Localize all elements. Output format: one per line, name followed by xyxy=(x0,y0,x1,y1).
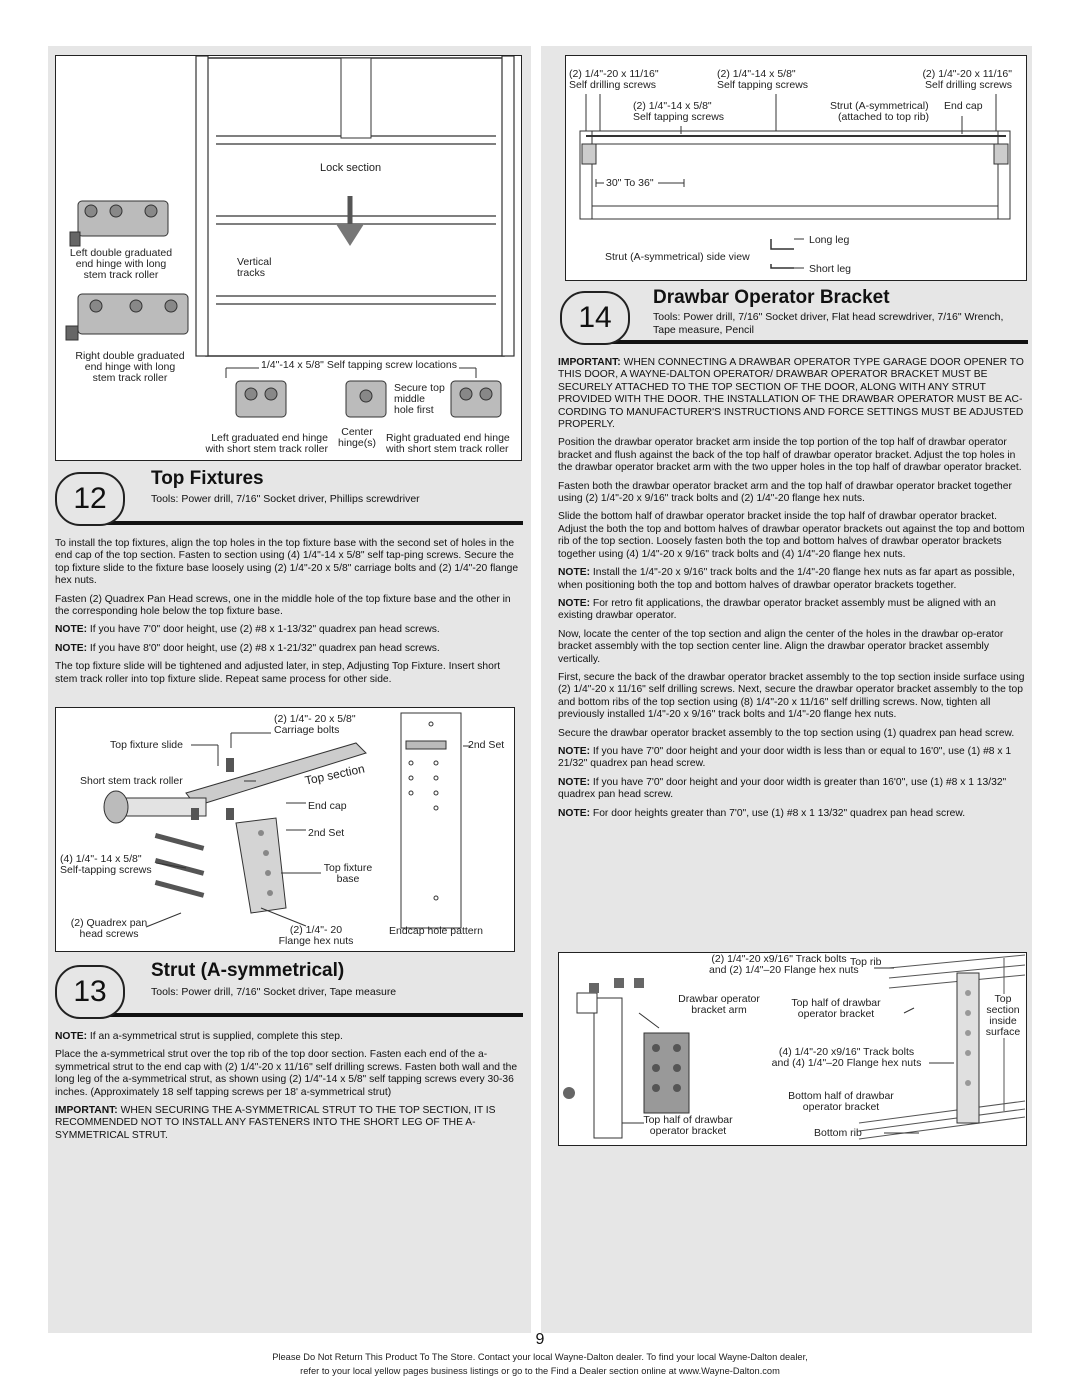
step-12-number: 12 xyxy=(55,472,125,526)
self-tapping-line-1: (4) 1/4"- 14 x 5/8" xyxy=(60,853,142,865)
vertical-tracks-line-1: Vertical xyxy=(237,256,272,268)
step-12-title: Top Fixtures xyxy=(151,468,264,489)
flange-hex-nuts-label xyxy=(274,925,358,947)
screw-locations-label: 1/4"-14 x 5/8" Self tapping screw locations xyxy=(261,359,457,371)
strut-label-1-line-1: (2) 1/4"-20 x 11/16" xyxy=(569,68,659,80)
top-half-bracket-b-line-2: operator bracket xyxy=(649,1125,727,1137)
note-label: NOTE: xyxy=(558,597,591,609)
step-14-note-4 xyxy=(558,777,1025,802)
note-text: For retro fit applications, the drawbar operator bracket assembly must be aligned with an existing drawbar operator. xyxy=(558,597,996,622)
secure-top-line-2: middle xyxy=(394,393,425,405)
top-section-line-4: surface xyxy=(985,1026,1021,1038)
step-14-paragraph-1: Position the drawbar operator bracket arm inside the top portion of the top half of drawbar operator bracket and flush against the back of the top half of drawbar operator bracket. Adjust the top holes in the drawbar operator bracket arm with the two upper holes in the top half of drawbar operator bracket. xyxy=(558,437,1022,474)
right-double-hinge-line-3: stem track roller xyxy=(92,372,168,384)
side-view-label: Strut (A-symmetrical) side view xyxy=(605,251,750,263)
step-14-paragraph-2: Fasten both the drawbar operator bracket arm and the top half of drawbar operator bracket together using (2) 1/4"-20 x 9/16" track bolts and (2) 1/4"-20 flange hex nuts. xyxy=(558,480,1012,505)
left-double-hinge-line-1: Left double graduated xyxy=(69,247,173,259)
important-text: WHEN SECURING THE A-SYMMETRICAL STRUT TO THE TOP SECTION, IT IS RECOMMENDED NOT TO INSTALL ANY FASTENERS INTO THE SHORT LEG OF THE A-SYMMETRICAL STRUT. xyxy=(55,1105,496,1141)
top-fixture-slide-label: Top fixture slide xyxy=(110,739,183,751)
step-13-number: 13 xyxy=(55,965,125,1019)
important-text: WHEN CONNECTING A DRAWBAR OPERATOR TYPE GARAGE DOOR OPENER TO THIS DOOR, A WAYNE-DALTON OPERATOR/ DRAWBAR OPERATOR BRACKET MUST BE SECURELY ATTACHED TO THE TOP SECTION OF THE DOOR, ALONG WITH ANY STRUT PROVIDED WITH THE DOOR. THE INSTALLATION OF THE DRAWBAR OPERATOR MUST BE AC-CORDING TO MANUFACTURER'S INSTRUCTIONS AND FORCE SETTINGS MUST BE ADJUSTED PROPERLY. xyxy=(558,357,1024,431)
fixture-base-line-2: base xyxy=(336,873,360,885)
strut-label-2-line-2: Self tapping screws xyxy=(717,79,809,91)
end-cap-label: End cap xyxy=(944,100,983,112)
short-stem-roller-label: Short stem track roller xyxy=(80,775,183,787)
track-bolts-four-line-2: and (4) 1/4"–20 Flange hex nuts xyxy=(771,1057,922,1069)
strut-label-4-line-2: Self tapping screws xyxy=(633,111,725,123)
top-half-bracket-line-2: operator bracket xyxy=(797,1008,875,1020)
right-double-hinge-label xyxy=(66,351,194,384)
vertical-tracks-label xyxy=(237,257,271,279)
top-half-bracket-line-1: Top half of drawbar xyxy=(791,997,881,1009)
left-double-hinge-line-2: end hinge with long xyxy=(75,258,167,270)
end-cap-label: End cap xyxy=(308,800,347,812)
right-double-hinge-line-2: end hinge with long xyxy=(84,361,176,373)
note-label: NOTE: xyxy=(55,1031,88,1042)
top-section-line-1: Top xyxy=(994,993,1012,1005)
step-13-rule xyxy=(93,1013,523,1017)
step-14-number: 14 xyxy=(560,291,630,345)
right-graduated-line-2: with short stem track roller xyxy=(386,443,509,455)
drawbar-bracket-figure xyxy=(558,952,1027,1146)
note-text: If an a-symmetrical strut is supplied, complete this step. xyxy=(87,1031,343,1042)
note-label: NOTE: xyxy=(55,624,88,636)
vertical-tracks-line-2: tracks xyxy=(237,267,266,279)
step-14-note-5 xyxy=(558,808,1025,820)
strut-asym-line-2: (attached to top rib) xyxy=(838,111,930,123)
second-set-label-b: 2nd Set xyxy=(308,827,345,839)
step-12-rule xyxy=(93,521,523,525)
left-graduated-line-2: with short stem track roller xyxy=(205,443,328,455)
strut-label-3 xyxy=(896,69,1012,91)
hinges-figure xyxy=(55,55,522,461)
note-text: For door heights greater than 7'0", use (1) #8 x 1 13/32" quadrex pan head screw. xyxy=(590,807,966,819)
step-14-paragraph-5: First, secure the back of the drawbar operator bracket assembly to the top section inside surface using (2) 1/4"-20 x 11/16" self drilling screws. Next, secure the drawbar operator bracket assembly to the top and bottom ribs of the top section using (8) 1/4"-20 x 11/16" self drilling screws. Now, tighten all previously installed 1/4"-20 x 9/16" track bolts and 1/4"-20 flange hex nuts. xyxy=(558,671,1025,721)
top-section-inside-label xyxy=(981,994,1025,1038)
step-14-title: Drawbar Operator Bracket xyxy=(653,287,890,308)
step-14-note-2 xyxy=(558,598,1025,623)
strut-asym-line-1: Strut (A-symmetrical) xyxy=(830,100,929,112)
step-13-title: Strut (A-symmetrical) xyxy=(151,960,345,981)
note-label: NOTE: xyxy=(55,642,88,654)
top-rib-label: Top rib xyxy=(850,956,882,968)
footer xyxy=(0,1350,1080,1378)
lock-section-label: Lock section xyxy=(320,162,382,174)
important-label: IMPORTANT: xyxy=(55,1105,118,1117)
step-13-important xyxy=(55,1105,520,1142)
top-fixture-figure xyxy=(55,707,515,952)
note-text: If you have 7'0" door height and your door width is less than or equal to 16'0", use (1) #8 x 1 21/32" quadrex pan head screw. xyxy=(558,745,1012,770)
step-14-body xyxy=(558,357,1025,826)
note-text: If you have 7'0" door height and your door width is greater than 16'0", use (1) #8 x 1 13/32" quadrex pan head screw. xyxy=(558,776,1007,801)
center-hinges-line-2: hinge(s) xyxy=(338,437,376,449)
step-14-paragraph-6: Secure the drawbar operator bracket assembly to the top section using (1) quadrex pan head screw. xyxy=(558,727,1015,739)
bottom-half-bracket-line-2: operator bracket xyxy=(802,1101,880,1113)
bracket-arm-line-1: Drawbar operator xyxy=(678,993,760,1005)
note-text: Install the 1/4"-20 x 9/16" track bolts and the 1/4"-20 flange hex nuts as far apart as possible, when positioning both the top and bottom halves of drawbar operator brackets together. xyxy=(558,567,1015,591)
note-text: If you have 8'0" door height, use (2) #8 x 1-21/32" quadrex pan head screws. xyxy=(87,642,440,654)
top-section-line-2: section xyxy=(986,1004,1020,1016)
top-half-bracket-b-line-1: Top half of drawbar xyxy=(643,1114,733,1126)
track-bolts-two-line-1: (2) 1/4"-20 x9/16" Track bolts xyxy=(711,953,847,965)
note-label: NOTE: xyxy=(558,745,591,757)
step-12-paragraph-3: The top fixture slide will be tightened and adjusted later, in step, Adjusting Top Fixture. Insert short stem track roller into top fixture slide. Repeat same process for other side. xyxy=(55,661,501,685)
bracket-arm-label xyxy=(669,994,769,1016)
step-12-tools: Tools: Power drill, 7/16" Socket driver, Phillips screwdriver xyxy=(151,493,420,505)
step-12-note-1 xyxy=(55,624,520,636)
second-set-label-a: 2nd Set xyxy=(468,739,505,751)
step-12-note-2 xyxy=(55,643,520,655)
right-double-hinge-line-1: Right double graduated xyxy=(75,350,185,362)
step-14-important xyxy=(558,357,1025,431)
footer-line-2: refer to your local yellow pages business listings or go to the Find a Dealer section online at www.Wayne-Dalton.com xyxy=(300,1366,780,1376)
secure-top-line-3: hole first xyxy=(394,404,434,416)
step-14-paragraph-3: Slide the bottom half of drawbar operator bracket inside the top half of drawbar operator bracket. Adjust the both the top and bottom halves of drawbar operator brackets out against the top and bottom rib of the top section. Loosely fasten both the top and bottom halves of drawbar operator brackets together using (4) 1/4"-20 x 9/16" track bolts and (4) 1/4"-20 flange hex nuts. xyxy=(558,511,1025,560)
quadrex-screws-label xyxy=(64,918,154,940)
endcap-hole-pattern-label: Endcap hole pattern xyxy=(389,925,483,937)
strut-label-3-line-1: (2) 1/4"-20 x 11/16" xyxy=(922,68,1012,80)
track-bolts-four-label xyxy=(759,1047,934,1069)
strut-figure xyxy=(565,55,1027,281)
step-13-body xyxy=(55,1031,520,1148)
step-14-rule xyxy=(598,340,1028,344)
carriage-bolts-label xyxy=(274,714,356,736)
self-tapping-line-2: Self-tapping screws xyxy=(60,864,152,876)
step-14-note-3 xyxy=(558,746,1025,771)
center-hinges-label xyxy=(332,427,382,449)
bottom-rib-label: Bottom rib xyxy=(814,1127,862,1139)
step-13-header xyxy=(55,957,525,1027)
secure-top-line-1: Secure top xyxy=(394,382,445,394)
step-12-body xyxy=(55,538,520,692)
right-graduated-hinge-label xyxy=(386,433,510,455)
step-12-paragraph-1: To install the top fixtures, align the top holes in the top fixture base with the second set of holes in the end cap of the top section. Fasten to section using (4) 1/4"-14 x 5/8" self tap-ping screws. Secure the top fixture slide to the fixture base loosely using (2) 1/4"-20 x 5/8" carriage bolts and (2) 1/4"-20 flange hex nuts. xyxy=(55,538,519,587)
note-label: NOTE: xyxy=(558,567,591,579)
page-number: 9 xyxy=(535,1331,545,1348)
track-bolts-two-label xyxy=(709,953,859,976)
left-double-hinge-line-3: stem track roller xyxy=(83,269,159,281)
quadrex-line-1: (2) Quadrex pan xyxy=(70,917,148,929)
carriage-bolts-line-2: Carriage bolts xyxy=(274,724,340,736)
step-12-header xyxy=(55,465,525,535)
top-fixture-base-label xyxy=(318,863,378,885)
strut-label-2-line-1: (2) 1/4"-14 x 5/8" xyxy=(717,68,796,80)
strut-label-3-line-2: Self drilling screws xyxy=(925,79,1012,91)
carriage-bolts-line-1: (2) 1/4"- 20 x 5/8" xyxy=(274,713,356,725)
secure-top-label xyxy=(394,383,445,416)
top-half-bracket-label xyxy=(781,998,891,1020)
left-double-hinge-label xyxy=(66,248,176,281)
self-tapping-screws-label xyxy=(60,854,152,876)
track-bolts-two-line-2: and (2) 1/4"–20 Flange hex nuts xyxy=(709,964,859,976)
right-graduated-line-1: Right graduated end hinge xyxy=(386,432,510,444)
note-text: If you have 7'0" door height, use (2) #8 x 1-13/32" quadrex pan head screws. xyxy=(87,624,440,636)
top-section-label: Top section xyxy=(303,761,366,788)
quadrex-line-2: head screws xyxy=(79,928,139,940)
step-13-note xyxy=(55,1031,520,1043)
spacing-label: 30" To 36" xyxy=(606,177,654,189)
fixture-base-line-1: Top fixture xyxy=(323,862,373,874)
bottom-half-bracket-label xyxy=(781,1091,901,1113)
step-13-tools: Tools: Power drill, 7/16" Socket driver, Tape measure xyxy=(151,986,397,998)
long-leg-label: Long leg xyxy=(809,234,850,246)
important-label: IMPORTANT: xyxy=(558,357,621,368)
strut-label-4-line-1: (2) 1/4"-14 x 5/8" xyxy=(633,100,712,112)
top-section-line-3: inside xyxy=(989,1015,1017,1027)
left-graduated-hinge-label xyxy=(176,433,328,455)
center-hinges-line-1: Center xyxy=(341,426,373,438)
flange-line-2: Flange hex nuts xyxy=(278,935,354,947)
note-label: NOTE: xyxy=(558,776,591,788)
step-13-paragraph-1: Place the a-symmetrical strut over the top rib of the top door section. Fasten each end of the a-symmetrical strut to the end cap with (2) 1/4"-20 x 11/16" self drilling screws. Fasten both wall and the long leg of the a-symmetrical strut, as shown using (2) 1/4"-14 x 5/8" self tapping screws every 30-36 inches. (Approximately 18 self tapping screws per 18' a-symmetrical strut) xyxy=(55,1049,518,1098)
step-14-note-1 xyxy=(558,567,1025,592)
step-12-paragraph-2: Fasten (2) Quadrex Pan Head screws, one in the middle hole of the top fixture base and the other in the corresponding hole below the top fixture base. xyxy=(55,593,511,618)
flange-line-1: (2) 1/4"- 20 xyxy=(289,924,343,936)
track-bolts-four-line-1: (4) 1/4"-20 x9/16" Track bolts xyxy=(778,1046,915,1058)
bottom-half-bracket-line-1: Bottom half of drawbar xyxy=(788,1090,894,1102)
strut-label-4 xyxy=(633,101,724,123)
bracket-arm-line-2: bracket arm xyxy=(691,1004,747,1016)
note-label: NOTE: xyxy=(558,807,591,819)
short-leg-label: Short leg xyxy=(809,263,852,275)
step-14-header xyxy=(560,284,1030,354)
step-14-tools: Tools: Power drill, 7/16" Socket driver, Flat head screwdriver, 7/16" Wrench, Tape measure, Pencil xyxy=(653,311,1004,336)
strut-label-1-line-2: Self drilling screws xyxy=(569,79,656,91)
left-graduated-line-1: Left graduated end hinge xyxy=(211,432,328,444)
strut-label-1 xyxy=(569,69,659,91)
footer-line-1: Please Do Not Return This Product To The Store. Contact your local Wayne-Dalton dealer. To find your local Wayne-Dalton dealer, xyxy=(272,1352,808,1362)
step-14-paragraph-4: Now, locate the center of the top section and align the center of the holes in the drawbar op-erator bracket assembly with the top section center line. Align the drawbar operator bracket assembly vertically. xyxy=(558,628,1004,665)
strut-asym-label xyxy=(830,101,929,123)
strut-label-2 xyxy=(717,69,808,91)
top-half-bracket-b-label xyxy=(633,1115,743,1137)
